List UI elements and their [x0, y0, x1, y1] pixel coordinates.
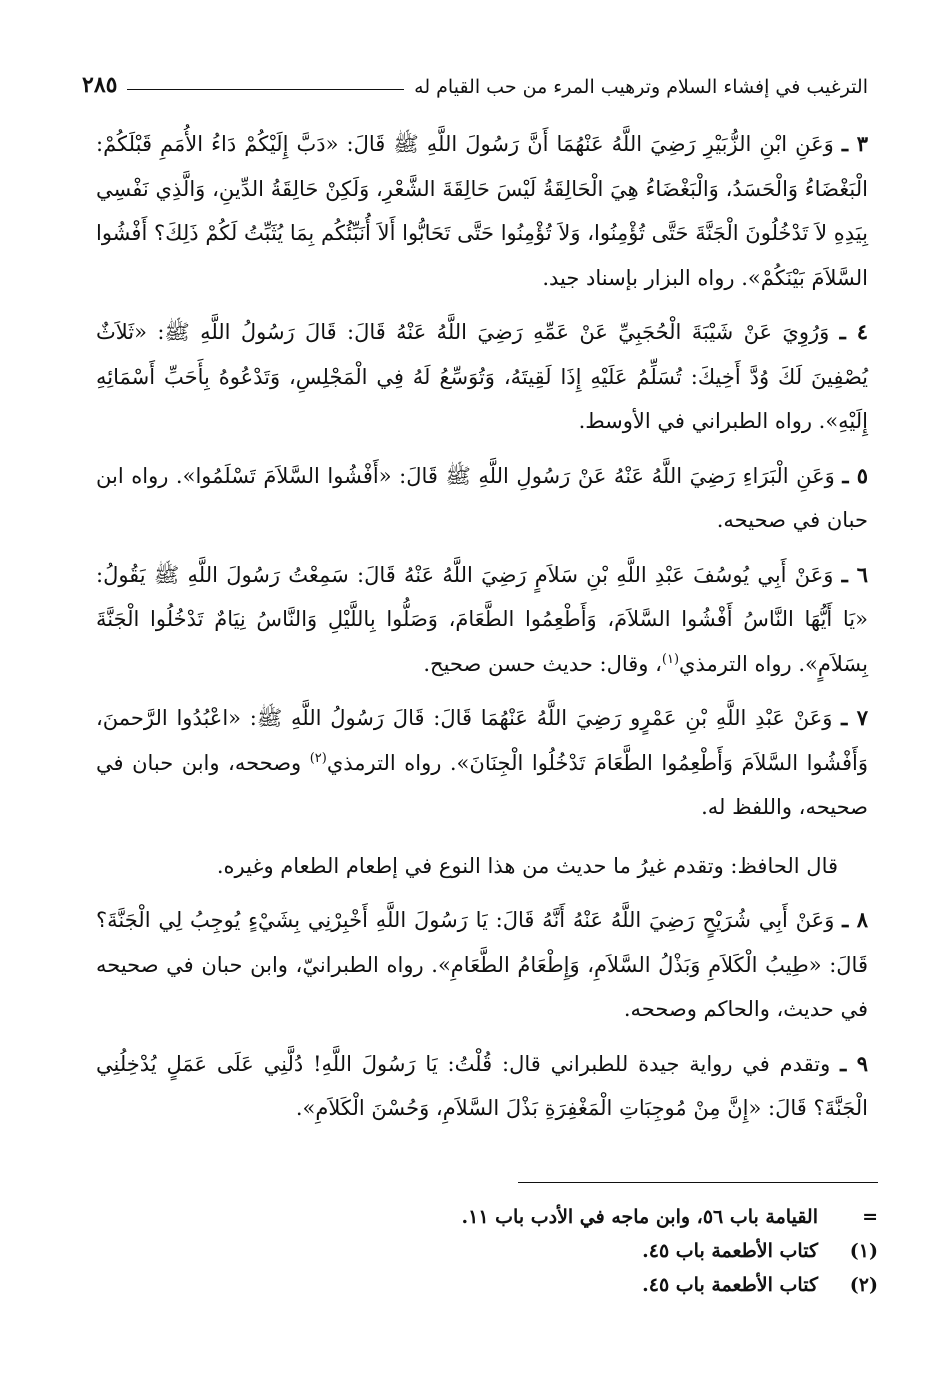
page-number: ٢٨٥: [82, 72, 118, 98]
hadith-3: [96, 122, 868, 300]
main-text: [96, 122, 868, 1141]
running-header: [82, 62, 868, 98]
footnote-1: [96, 1234, 878, 1268]
hadith-number: ٨ ـ: [842, 907, 869, 932]
hadith-number: ٣ ـ: [841, 131, 868, 156]
hadith-text-end: وصححه، وابن حبان في صحيحه، واللفظ له.: [96, 750, 868, 819]
hadith-text: وتقدم في رواية جيدة للطبراني قال: قُلْتُ: يَا رَسُولَ اللَّهِ! دُلَّنِي عَلَى عَمَلٍ يُدْخِلُنِي الْجَنَّةَ؟ قَالَ: «إِنَّ مِنْ مُوجِبَاتِ الْمَغْفِرَةِ بَذْلَ السَّلاَمِ، وَحُسْنَ الْكَلاَمِ».: [96, 1051, 868, 1120]
hadith-text: وَرُوِيَ عَنْ شَيْبَةَ الْحُجَبِيِّ عَنْ عَمِّهِ رَضِيَ اللَّهُ عَنْهُ قَالَ: قَالَ رَسُولُ اللَّهِ ﷺ: «ثَلاَثٌ يُصْفِينَ لَكَ وُدَّ أَخِيكَ: تُسَلِّمُ عَلَيْهِ إِذَا لَقِيتَهُ، وَتُوَسِّعُ لَهُ فِي الْمَجْلِسِ، وَتَدْعُوهُ بِأَحَبِّ أَسْمَائِهِ إِلَيْهِ». رواه الطبراني في الأوسط.: [96, 320, 868, 433]
footnote-marker: (١): [849, 1240, 878, 1262]
hadith-7: [96, 696, 868, 830]
footnote-marker: (٢): [849, 1274, 878, 1296]
footnote-marker: =: [862, 1206, 878, 1228]
hadith-number: ٥ ـ: [842, 462, 868, 488]
running-title: الترغيب في إفشاء السلام وترهيب المرء من حب القيام له: [414, 76, 868, 98]
hadith-9: [96, 1042, 868, 1131]
footnote-text: كتاب الأطعمة باب ٤٥.: [642, 1240, 818, 1262]
footnote-text: القيامة باب ٥٦، وابن ماجه في الأدب باب ١١.: [461, 1206, 818, 1228]
hadith-number: ٦ ـ: [841, 561, 868, 587]
footnote-ref[interactable]: (١): [661, 651, 680, 667]
hadith-4: [96, 310, 868, 444]
hadith-text: وَعَنْ أَبِي شُرَيْحٍ رَضِيَ اللَّهُ عَنْهُ أَنَّهُ قَالَ: يَا رَسُولَ اللَّهِ أَخْبِرْنِي بِشَيْءٍ يُوجِبُ لِي الْجَنَّةَ؟ قَالَ: «طِيبُ الْكَلاَمِ وَبَذْلُ السَّلاَمِ، وَإِطْعَامُ الطَّعَامِ». رواه الطبرانيّ، وابن حبان في صحيحه في حديث، والحاكم وصححه.: [96, 908, 868, 1021]
hadith-text: وَعَنْ أَبِي يُوسُفَ عَبْدِ اللَّهِ بْنِ سَلاَمٍ رَضِيَ اللَّهُ عَنْهُ قَالَ: سَمِعْتُ رَسُولَ اللَّهِ ﷺ يَقُولُ: «يَا أَيُّهَا النَّاسُ أَفْشُوا السَّلاَمَ، وَأَطْعِمُوا الطَّعَامَ، وَصَلُّوا بِاللَّيْلِ وَالنَّاسُ نِيَامٌ تَدْخُلُوا الْجَنَّةَ بِسَلاَمٍ». رواه الترمذي: [96, 562, 868, 676]
hadith-8: [96, 898, 868, 1032]
footnote-text: كتاب الأطعمة باب ٤٥.: [642, 1274, 818, 1296]
footnote-2: [96, 1268, 878, 1302]
footnote-ref[interactable]: (٢): [309, 750, 327, 766]
hadith-number: ٧ ـ: [841, 705, 868, 730]
hadith-text: وَعَنِ الْبَرَاءِ رَضِيَ اللَّهُ عَنْهُ عَنْ رَسُولِ اللَّهِ ﷺ قَالَ: «أَفْشُوا السَّلاَمَ تَسْلَمُوا». رواه ابن حبان في صحيحه.: [96, 463, 868, 532]
hadith-text: وَعَنِ ابْنِ الزُّبَيْرِ رَضِيَ اللَّهُ عَنْهُمَا أَنَّ رَسُولَ اللَّهِ ﷺ قَالَ: «دَبَّ إِلَيْكُمْ دَاءُ الأُمَمِ قَبْلَكُمْ: الْبَغْضَاءُ وَالْحَسَدُ، وَالْبَغْضَاءُ هِيَ الْحَالِقَةُ لَيْسَ حَالِقَةَ الشَّعْرِ، وَلَكِنْ حَالِقَةُ الدِّينِ، وَالَّذِي نَفْسِي بِيَدِهِ لاَ تَدْخُلُونَ الْجَنَّةَ حَتَّى تُؤْمِنُوا، وَلاَ تُؤْمِنُوا حَتَّى تَحَابُّوا أَلاَ أُنَبِّئُكُم بِمَا يُثَبِّتُ لَكُمْ ذَلِكَ؟ أَفْشُوا السَّلاَمَ بَيْنَكُمْ». رواه البزار بإسناد جيد.: [96, 132, 868, 290]
hadith-6: [96, 553, 868, 687]
hadith-text-end: ، وقال: حديث حسن صحيح.: [423, 651, 662, 676]
hadith-number: ٩ ـ: [840, 1050, 868, 1076]
header-rule: [127, 89, 404, 90]
footnote-rule: [518, 1182, 878, 1183]
hadith-number: ٤ ـ: [839, 319, 868, 344]
footnote-continued: [96, 1200, 878, 1234]
hadith-text: وَعَنْ عَبْدِ اللَّهِ بْنِ عَمْرٍو رَضِيَ اللَّهُ عَنْهُمَا قَالَ: قَالَ رَسُولُ اللَّهِ ﷺ: «اعْبُدُوا الرَّحمنَ، وَأَفْشُوا السَّلاَمَ وَأَطْعِمُوا الطَّعَامَ تَدْخُلُوا الْجِنَانَ». رواه الترمذي: [96, 706, 868, 775]
footnotes: [96, 1200, 878, 1302]
hafiz-note: قال الحافظ: وتقدم غيرُ ما حديث من هذا النوع في إطعام الطعام وغيره.: [216, 853, 838, 878]
hadith-5: [96, 454, 868, 543]
